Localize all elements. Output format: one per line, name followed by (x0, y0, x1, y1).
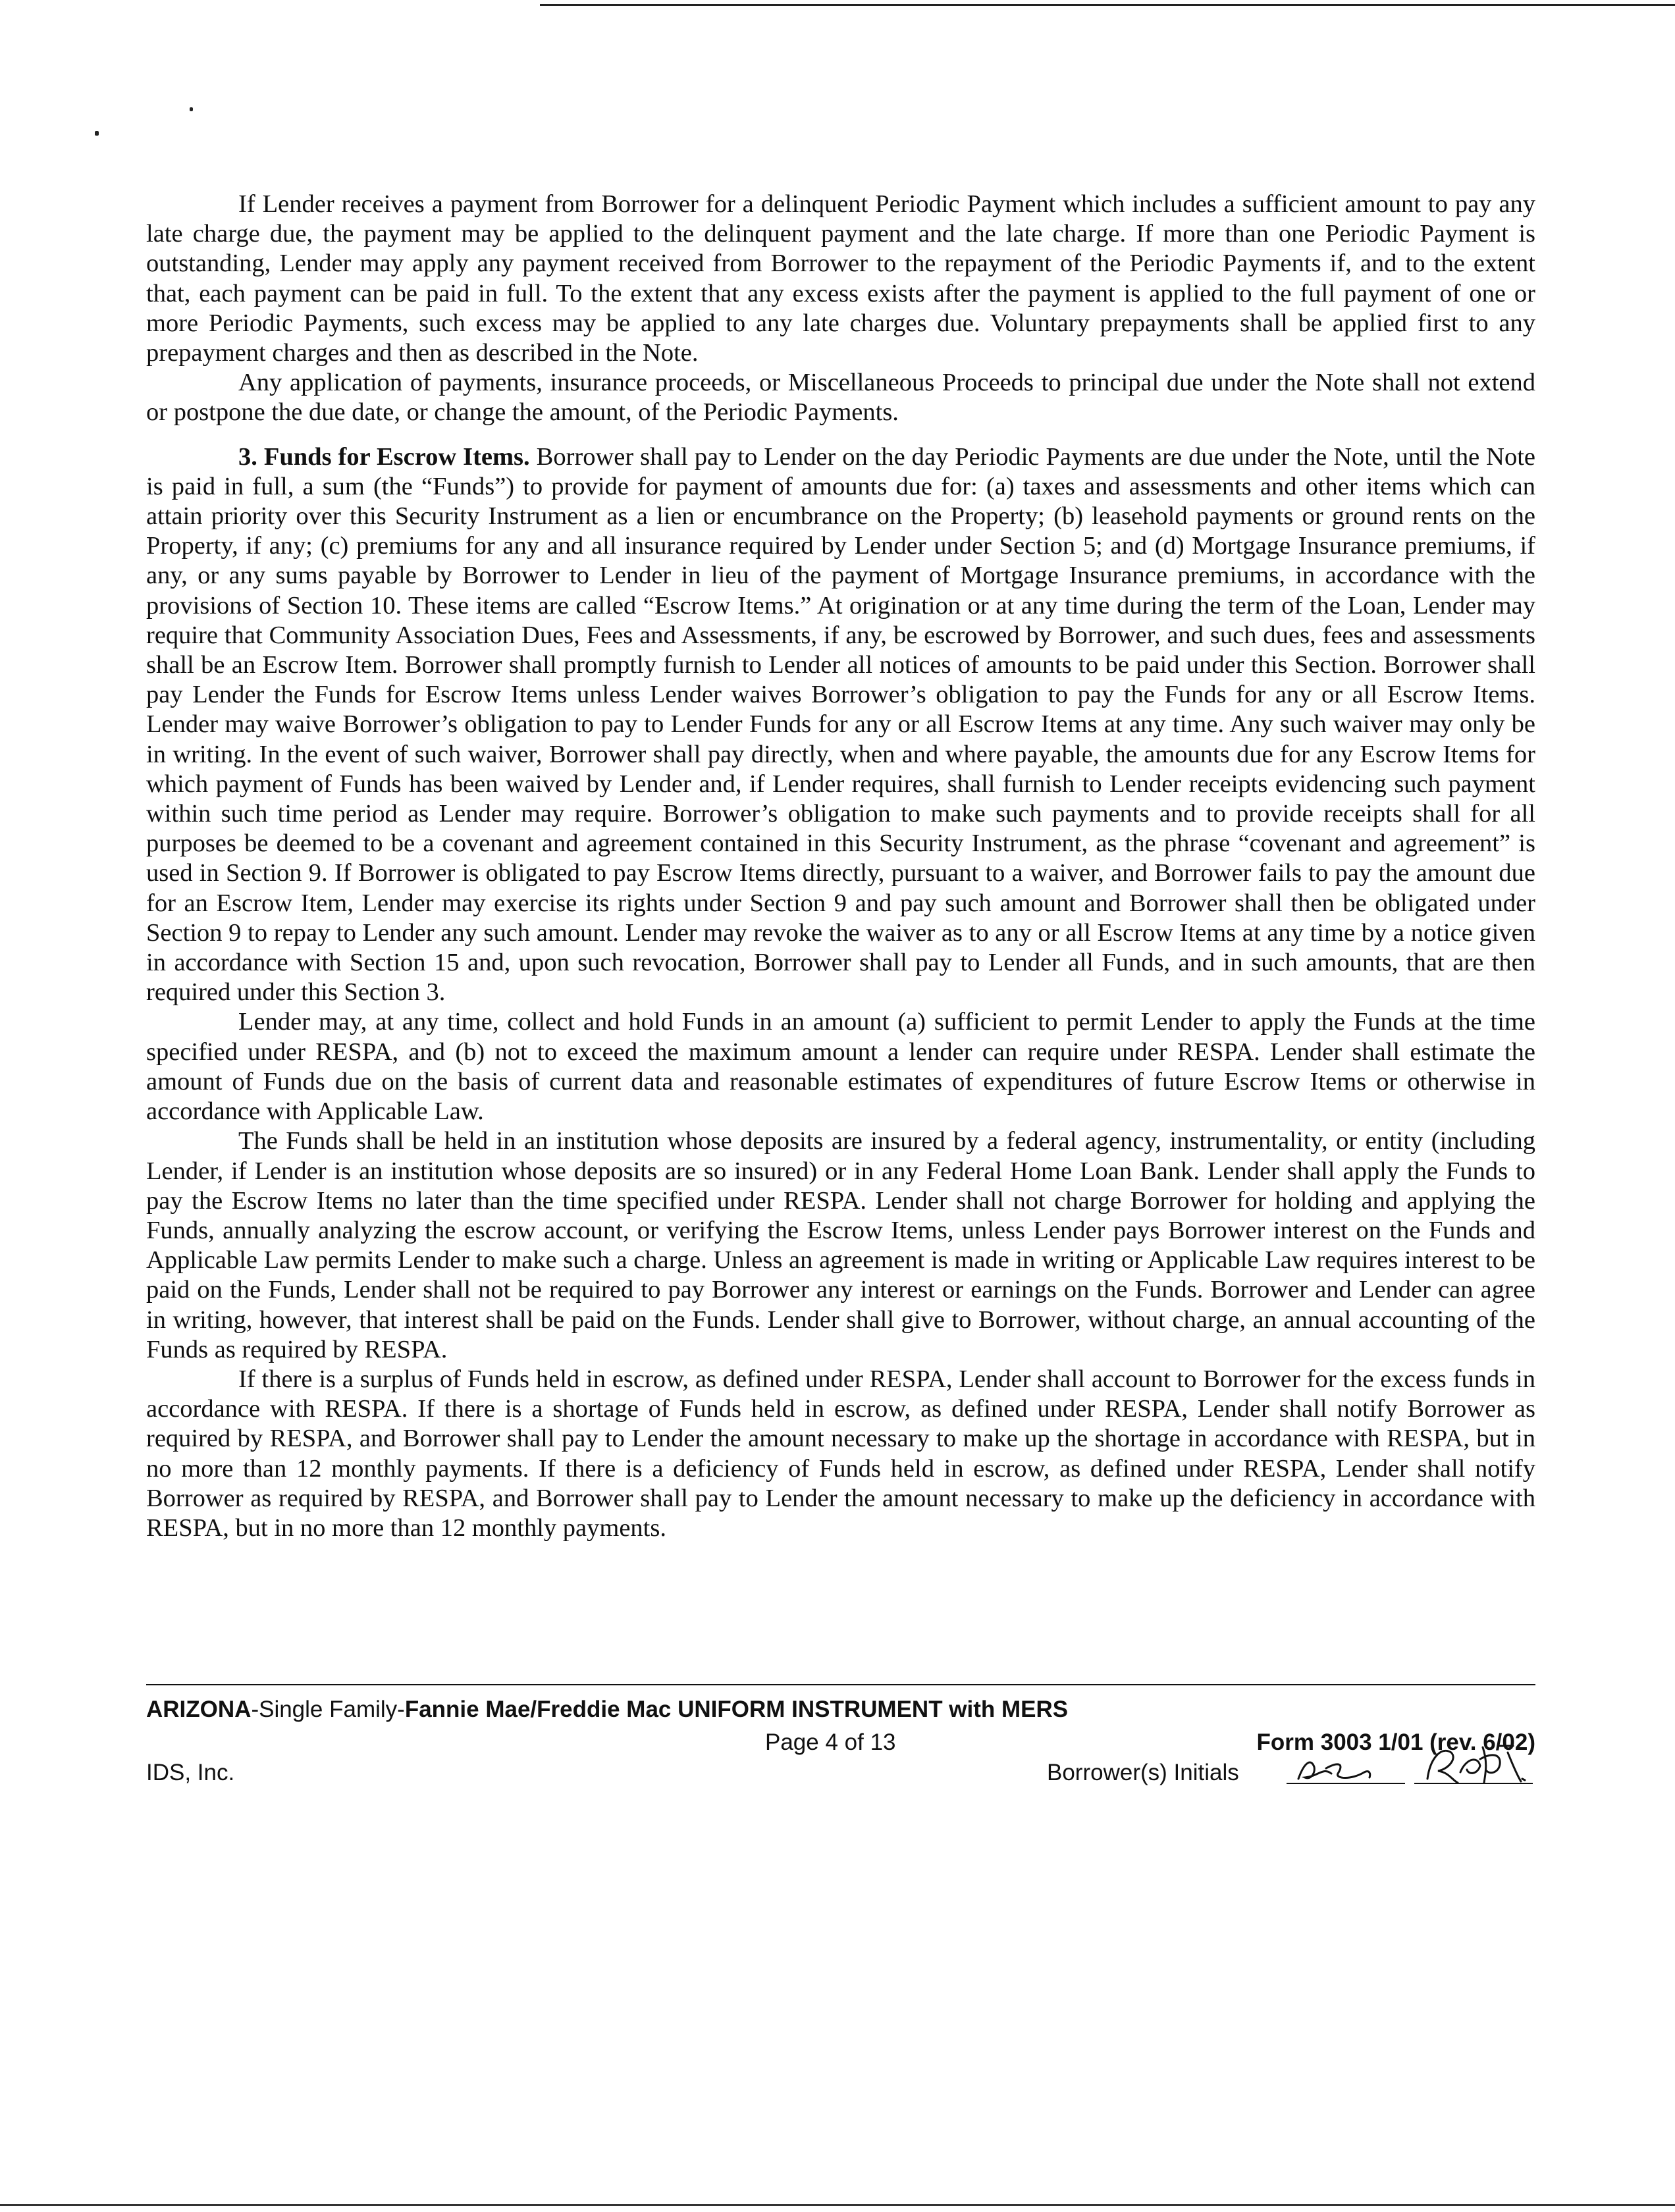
borrower-2-initials-signature (1414, 1733, 1539, 1789)
page-number: Page 4 of 13 (765, 1729, 896, 1755)
footer-instrument-name: Fannie Mae/Freddie Mac UNIFORM INSTRUMENT with MERS (404, 1697, 1069, 1722)
paragraph-surplus-shortage-deficiency: If there is a surplus of Funds held in escrow, as defined under RESPA, Lender shall account to Borrower for the excess funds in accordance with RESPA. If there is a shortage of Funds held in escrow, as defined under RESPA, Lender shall notify Borrower as required by RESPA, and Borrower shall pay to Lender the amount necessary to make up the shortage in accordance with RESPA, but in no more than 12 monthly payments. If there is a deficiency of Funds held in escrow, as defined under RESPA, Lender shall notify Borrower as required by RESPA, and Borrower shall pay to Lender the amount necessary to make up the deficiency in accordance with RESPA, but in no more than 12 monthly payments. (146, 1365, 1535, 1542)
form-number: Form 3003 1/01 (rev. 6/02) (1256, 1729, 1535, 1755)
paragraph-delinquent-payment: If Lender receives a payment from Borrower for a delinquent Periodic Payment which includes a sufficient amount to pay any late charge due, the payment may be applied to the delinquent payment and the late charge. If more than one Periodic Payment is outstanding, Lender may apply any payment received from Borrower to the repayment of the Periodic Payments if, and to the extent that, each payment can be paid in full. To the extent that any excess exists after the payment is applied to the full payment of one or more Periodic Payments, such excess may be applied to any late charges due. Voluntary prepayments shall be applied first to any prepayment charges and then as described in the Note. (146, 190, 1535, 367)
scan-edge-top (540, 4, 1675, 6)
scan-speck (95, 131, 99, 136)
section-3-heading: 3. Funds for Escrow Items. (238, 442, 530, 471)
borrower-1-initials-signature (1292, 1754, 1391, 1787)
section-3-body: Borrower shall pay to Lender on the day Periodic Payments are due under the Note, until the Note is paid in full, a sum (the “Funds”) to provide for payment of amounts due for: (a) taxes and assessments and other items which can attain priority over this Security Instrument as a lien or encumbrance on the Property; (b) leasehold payments or ground rents on the Property, if any; (c) premiums for any and all insurance required by Lender under Section 5; and (d) Mortgage Insurance premiums, if any, or any sums payable by Borrower to Lender in lieu of the payment of Mortgage Insurance premiums, in accordance with the provisions of Section 10. These items are called “Escrow Items.” At origination or at any time during the term of the Loan, Lender may require that Community Association Dues, Fees and Assessments, if any, be escrowed by Borrower, and such dues, fees and assessments shall be an Escrow Item. Borrower shall promptly furnish to Lender all notices of amounts to be paid under this Section. Borrower shall pay Lender the Funds for Escrow Items unless Lender waives Borrower’s obligation to pay the Funds for any or all Escrow Items. Lender may waive Borrower’s obligation to pay to Lender Funds for any or all Escrow Items at any time. Any such waiver may only be in writing. In the event of such waiver, Borrower shall pay directly, when and where payable, the amounts due for any Escrow Items for which payment of Funds has been waived by Lender and, if Lender requires, shall furnish to Lender receipts evidencing such payment within such time period as Lender may require. Borrower’s obligation to make such payments and to provide receipts shall for all purposes be deemed to be a covenant and agreement contained in this Security Instrument, as the phrase “covenant and agreement” is used in Section 9. If Borrower is obligated to pay Escrow Items directly, pursuant to a waiver, and Borrower fails to pay the amount due for an Escrow Item, Lender may exercise its rights under Section 9 and pay such amount and Borrower shall then be obligated under Section 9 to repay to Lender any such amount. Lender may revoke the waiver as to any or all Escrow Items at any time by a notice given in accordance with Section 15 and, upon such revocation, Borrower shall pay to Lender all Funds, and in such amounts, that are then required under this Section 3. (146, 442, 1536, 1007)
footer-divider (146, 1684, 1535, 1685)
scan-speck (190, 107, 193, 111)
document-body (146, 190, 1535, 1543)
borrower-initials-label: Borrower(s) Initials (1047, 1760, 1239, 1785)
vendor-name: IDS, Inc. (146, 1760, 235, 1785)
paragraph-collect-and-hold-funds: Lender may, at any time, collect and hold Funds in an amount (a) sufficient to permit Lender to apply the Funds at the time specified under RESPA, and (b) not to exceed the maximum amount a lender can require under RESPA. Lender shall estimate the amount of Funds due on the basis of current data and reasonable estimates of expenditures of future Escrow Items or otherwise in accordance with Applicable Law. (146, 1008, 1535, 1126)
footer-state: ARIZONA (146, 1697, 252, 1722)
scan-edge-bottom (0, 2204, 1675, 2206)
paragraph-application-of-payments: Any application of payments, insurance proceeds, or Miscellaneous Proceeds to principal due under the Note shall not extend or postpone the due date, or change the amount, of the Periodic Payments. (146, 369, 1535, 427)
paragraph-funds-held-in-institution: The Funds shall be held in an institution whose deposits are insured by a federal agency, instrumentality, or entity (including Lender, if Lender is an institution whose deposits are so insured) or in any Federal Home Loan Bank. Lender shall apply the Funds to pay the Escrow Items no later than the time specified under RESPA. Lender shall not charge Borrower for holding and applying the Funds, annually analyzing the escrow account, or verifying the Escrow Items, unless Lender pays Borrower interest on the Funds and Applicable Law permits Lender to make such a charge. Unless an agreement is made in writing or Applicable Law requires interest to be paid on the Funds, Lender shall not be required to pay Borrower any interest or earnings on the Funds. Borrower and Lender can agree in writing, however, that interest shall be paid on the Funds. Lender shall give to Borrower, without charge, an annual accounting of the Funds as required by RESPA. (146, 1127, 1535, 1363)
footer-property-type: -Single Family- (251, 1697, 405, 1722)
section-3-funds-for-escrow-items (146, 442, 1535, 1008)
footer-form-title (146, 1696, 1535, 1724)
